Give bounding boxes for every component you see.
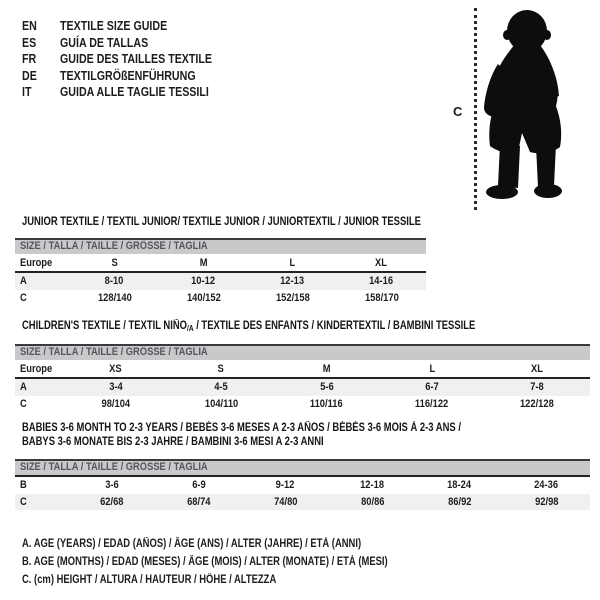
value-cell [379, 379, 484, 396]
value-cell [329, 477, 416, 494]
footnote-a-text: A. AGE (YEARS) / EDAD (AÑOS) / ÂGE (ANS) / ALTER (JAHRE) / ETÀ (ANNI) [22, 538, 362, 550]
value-text: 140/152 [186, 291, 221, 304]
row-label-cell [15, 494, 68, 511]
value-cell [337, 273, 426, 290]
value-text: 116/122 [415, 397, 449, 410]
children-table-title-text [22, 320, 475, 333]
lang-title [60, 18, 191, 35]
title-suffix: / TEXTILE DES ENFANTS / KINDERTEXTIL / BAMBINI TESSILE [193, 320, 476, 332]
row-label-text: A [20, 381, 27, 393]
value-cell [337, 290, 426, 307]
value-cell [68, 477, 155, 494]
lang-code [22, 84, 60, 101]
header-cell-text: Europe [20, 257, 53, 269]
header-cell-text: L [429, 363, 435, 375]
lang-row-de [22, 68, 245, 85]
row-label-cell [15, 477, 68, 494]
table-row [15, 379, 590, 396]
value-text: 74/80 [273, 495, 298, 508]
value-text: 68/74 [186, 495, 211, 508]
lang-title [60, 35, 168, 52]
value-text: 9-12 [276, 479, 295, 491]
language-title-list [22, 18, 245, 101]
value-cell [416, 477, 503, 494]
footnote-legend [22, 535, 468, 589]
value-text: 104/110 [204, 397, 238, 410]
value-cell [485, 396, 590, 413]
row-label-text: C [20, 397, 27, 410]
value-cell [485, 379, 590, 396]
header-cell-text: M [199, 257, 208, 269]
header-cell-text: M [322, 363, 331, 375]
height-measure-dotted-line [474, 8, 477, 210]
value-text: 14-16 [369, 275, 394, 287]
value-text: 122/128 [520, 397, 555, 410]
baby-silhouette-icon [484, 6, 596, 206]
lang-row-en [22, 18, 245, 35]
lang-code-text: IT [22, 84, 32, 99]
value-text: 80/86 [360, 495, 385, 508]
lang-code-text: ES [22, 34, 37, 50]
lang-title [60, 51, 245, 68]
value-cell [503, 494, 590, 511]
value-cell [159, 290, 248, 307]
header-cell-text: XL [375, 257, 388, 269]
title-subscript: /A [187, 324, 194, 333]
value-text: 98/104 [101, 397, 130, 410]
footnote-c [22, 571, 468, 589]
size-header-bar [15, 344, 590, 360]
table-header-row [15, 360, 590, 379]
value-cell [70, 290, 159, 307]
footnote-c-text: C. (cm) HEIGHT / ALTURA / HAUTEUR / HÖHE / ALTEZZA [22, 574, 277, 586]
value-text: 110/116 [310, 397, 343, 410]
value-text: 6-9 [191, 479, 206, 491]
size-header-bar-label: SIZE / TALLA / TAILLE / GRÖSSE / TAGLIA [20, 346, 208, 358]
babies-table-title [22, 421, 557, 449]
value-cell [242, 494, 329, 511]
value-cell [416, 494, 503, 511]
header-cell [63, 360, 168, 379]
value-text: 86/92 [447, 495, 472, 508]
value-text: 12-13 [280, 275, 305, 287]
value-cell [248, 273, 337, 290]
value-cell [70, 273, 159, 290]
size-header-bar [15, 459, 590, 477]
header-cell [70, 254, 159, 273]
header-cell [159, 254, 248, 273]
lang-title-text: TEXTILE SIZE GUIDE [60, 18, 168, 33]
row-label-cell [15, 290, 70, 307]
header-cell-text: XL [531, 363, 544, 375]
value-text: 4-5 [214, 381, 228, 393]
header-cell-text: XS [109, 363, 122, 375]
babies-title-line2: BABYS 3-6 MONATE BIS 2-3 JAHRE / BAMBINI 3-6 MESI A 2-3 ANNI [22, 436, 324, 448]
children-size-table [15, 344, 590, 412]
value-cell [155, 477, 242, 494]
row-label-text: C [20, 495, 27, 508]
header-cell-text: Europe [20, 363, 53, 375]
row-label-cell [15, 379, 63, 396]
value-cell [329, 494, 416, 511]
value-text: 8-10 [105, 275, 124, 287]
value-text: 12-18 [360, 479, 385, 491]
row-label-cell [15, 273, 70, 290]
value-text: 24-36 [534, 479, 559, 491]
value-cell [248, 290, 337, 307]
header-cell-text: S [217, 363, 225, 375]
lang-row-es [22, 35, 245, 52]
lang-code [22, 51, 60, 68]
lang-title [60, 84, 242, 101]
header-cell [485, 360, 590, 379]
value-cell [274, 379, 379, 396]
value-text: 92/98 [534, 495, 559, 508]
height-measure-label: C [453, 104, 463, 119]
header-cell [248, 254, 337, 273]
header-cell [337, 254, 426, 273]
lang-title-text: GUÍA DE TALLAS [60, 34, 149, 50]
lang-title [60, 68, 225, 85]
size-header-bar [15, 238, 426, 254]
value-cell [63, 379, 168, 396]
value-cell [159, 273, 248, 290]
header-cell [379, 360, 484, 379]
value-text: 5-6 [319, 381, 334, 393]
value-text: 10-12 [191, 275, 216, 287]
lang-row-it [22, 84, 245, 101]
value-cell [168, 396, 273, 413]
size-header-bar-label: SIZE / TALLA / TAILLE / GRÖSSE / TAGLIA [20, 240, 208, 252]
value-text: 158/170 [364, 291, 399, 304]
lang-row-fr [22, 51, 245, 68]
junior-size-table [15, 238, 426, 306]
value-text: 62/68 [99, 495, 124, 508]
row-label-text: A [20, 275, 27, 287]
value-text: 152/158 [275, 291, 310, 304]
value-text: 18-24 [447, 479, 472, 491]
header-cell [274, 360, 379, 379]
lang-code-text: EN [22, 18, 37, 33]
value-text: 3-4 [108, 381, 123, 393]
table-header-row [15, 254, 426, 273]
children-table-title [22, 320, 575, 333]
header-cell-text: L [289, 257, 296, 269]
value-text: 6-7 [425, 381, 439, 393]
value-cell [274, 396, 379, 413]
header-cell-text: S [111, 257, 118, 269]
value-cell [379, 396, 484, 413]
lang-title-text: TEXTILGRÖßENFÜHRUNG [60, 67, 196, 83]
lang-title-text: GUIDE DES TAILLES TEXTILE [60, 51, 213, 66]
value-cell [242, 477, 329, 494]
row-label-cell [15, 396, 63, 413]
lang-title-text: GUIDA ALLE TAGLIE TESSILI [60, 84, 209, 99]
value-cell [503, 477, 590, 494]
table-row [15, 477, 590, 494]
title-prefix: CHILDREN'S TEXTILE / TEXTIL NIÑO [22, 320, 188, 332]
junior-table-title-text: JUNIOR TEXTILE / TEXTIL JUNIOR/ TEXTILE JUNIOR / JUNIORTEXTIL / JUNIOR TESSILE [22, 216, 421, 228]
size-header-bar-label: SIZE / TALLA / TAILLE / GRÖSSE / TAGLIA [20, 461, 208, 473]
value-cell [168, 379, 273, 396]
table-row [15, 494, 590, 511]
value-cell [63, 396, 168, 413]
header-cell [15, 254, 70, 273]
row-label-text: C [20, 291, 27, 304]
babies-title-line1: BABIES 3-6 MONTH TO 2-3 YEARS / BEBÉS 3-6 MESES A 2-3 AÑOS / BÉBÉS 3-6 MOIS À 2-3 ANS / [22, 422, 461, 434]
value-text: 7-8 [530, 381, 545, 393]
header-cell [15, 360, 63, 379]
lang-code [22, 35, 60, 52]
lang-code [22, 18, 60, 35]
lang-code-text: DE [22, 67, 37, 83]
value-cell [155, 494, 242, 511]
footnote-b-text: B. AGE (MONTHS) / EDAD (MESES) / ÂGE (MOIS) / ALTER (MONATE) / ETÀ (MESI) [22, 556, 388, 568]
table-row [15, 396, 590, 413]
value-text: 3-6 [104, 479, 119, 491]
footnote-a [22, 535, 468, 553]
row-label-text: B [20, 479, 27, 491]
babies-size-table [15, 459, 590, 510]
footnote-b [22, 553, 468, 571]
lang-code [22, 68, 60, 85]
junior-table-title [22, 216, 508, 228]
header-cell [168, 360, 273, 379]
value-cell [68, 494, 155, 511]
table-row [15, 273, 426, 290]
value-text: 128/140 [97, 291, 132, 304]
table-row [15, 290, 426, 307]
lang-code-text: FR [22, 51, 37, 66]
